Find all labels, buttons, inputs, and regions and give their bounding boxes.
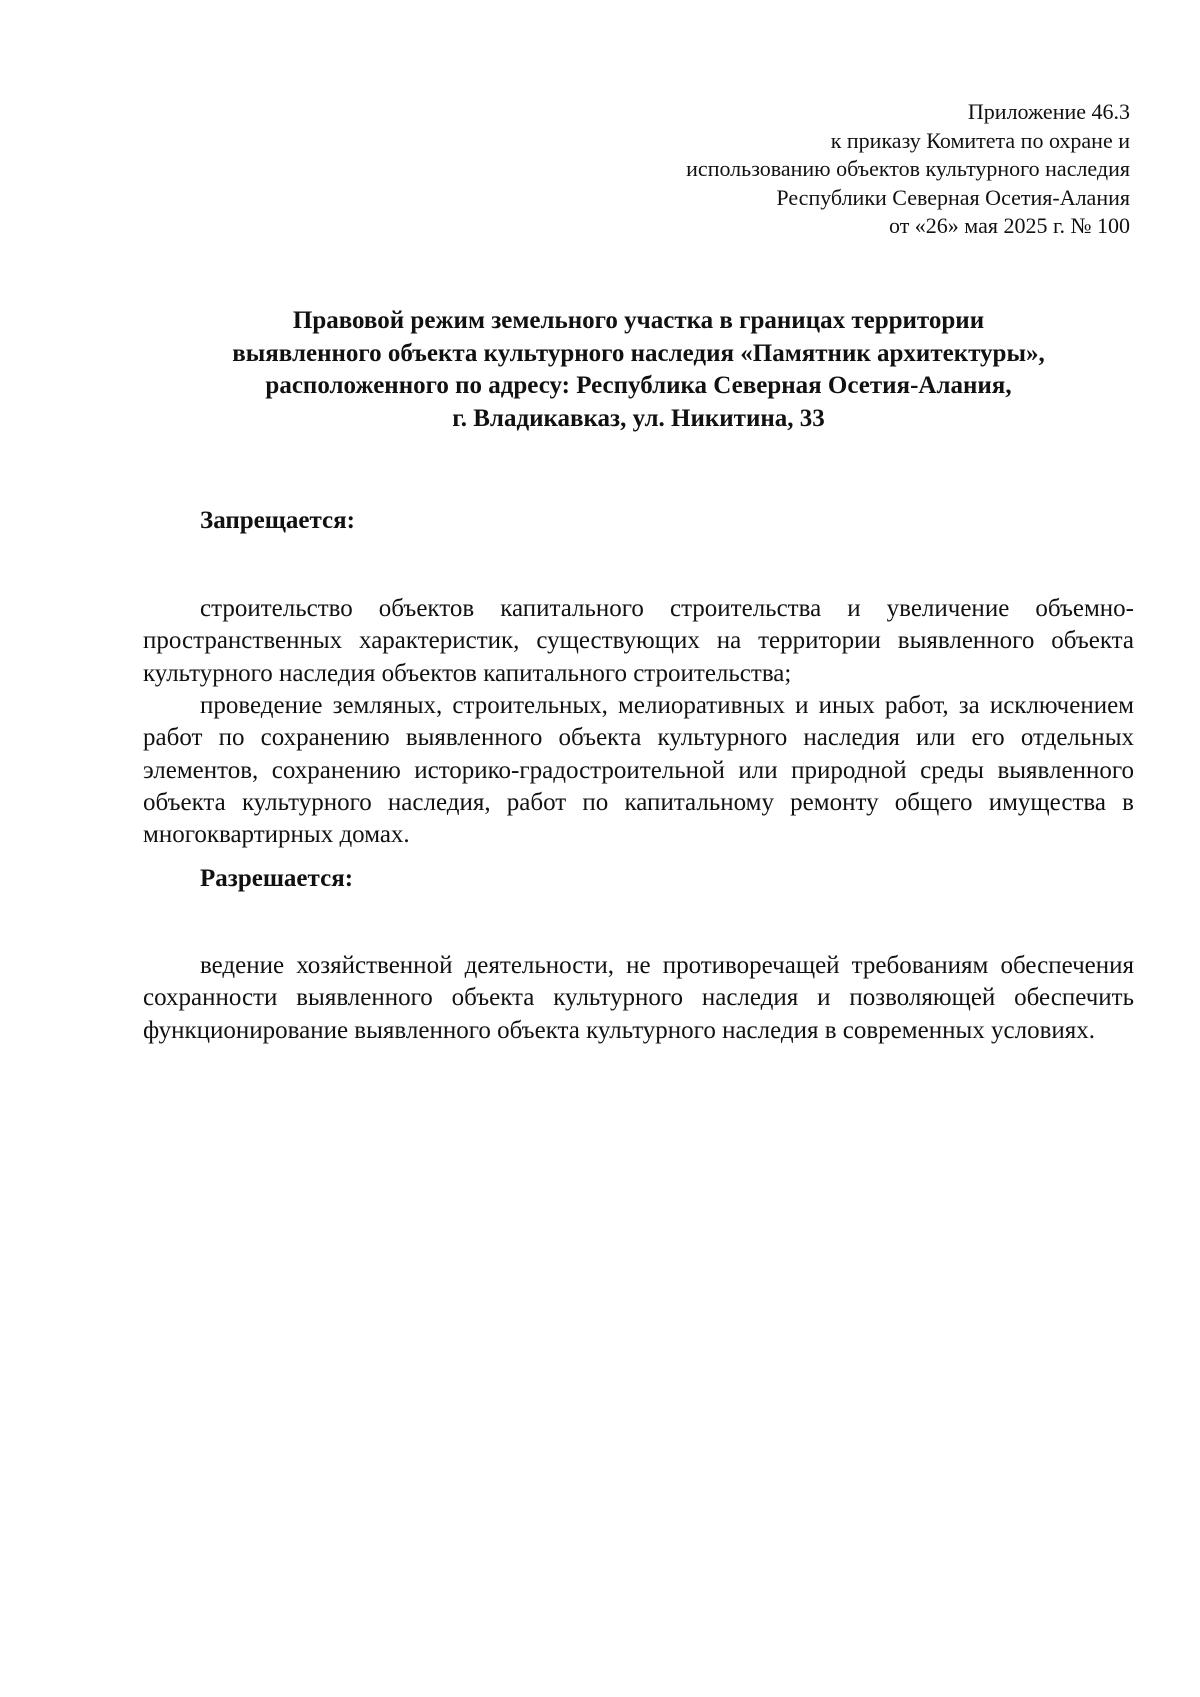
appendix-number: Приложение 46.3 — [967, 99, 1130, 124]
prohibited-item-1: строительство объектов капитального строительства и увеличение объемно-пространственных характеристик, существующих на территории выявленного объекта культурного наследия объектов капитального строительства; — [143, 595, 1134, 687]
appendix-order-line: к приказу Комитета по охране и — [830, 127, 1130, 153]
title-line-1: Правовой режим земельного участка в границах территории — [292, 307, 985, 334]
title-line-3: расположенного по адресу: Республика Северная Осетия-Алания, — [265, 372, 1012, 399]
title-line-4: г. Владикавказ, ул. Никитина, 33 — [452, 404, 825, 432]
appendix-republic-line: Республики Северная Осетия-Алания — [776, 184, 1130, 210]
document-title — [143, 305, 1134, 435]
title-line-2: выявленного объекта культурного наследия «Памятник архитектуры», — [232, 339, 1045, 367]
permitted-item-1: ведение хозяйственной деятельности, не противоречащей требованиям обеспечения сохранности выявленного объекта культурного наследия и позволяющей обеспечить функционирование выявленного объекта культурного наследия в современных условиях. — [143, 952, 1134, 1044]
appendix-header — [570, 98, 1130, 241]
appendix-committee-line: использованию объектов культурного наследия — [686, 156, 1130, 181]
permitted-heading: Разрешается: — [200, 865, 354, 892]
prohibited-heading: Запрещается: — [200, 507, 356, 534]
prohibited-item-2: проведение земляных, строительных, мелиоративных и иных работ, за исключением работ по сохранению выявленного объекта культурного наследия или его отдельных элементов, сохранению историко-градостроительной или природной среды выявленного объекта культурного наследия, работ по капитальному ремонту общего имущества в многоквартирных домах. — [143, 692, 1134, 849]
appendix-date-line: от «26» мая 2025 г. № 100 — [888, 213, 1130, 238]
